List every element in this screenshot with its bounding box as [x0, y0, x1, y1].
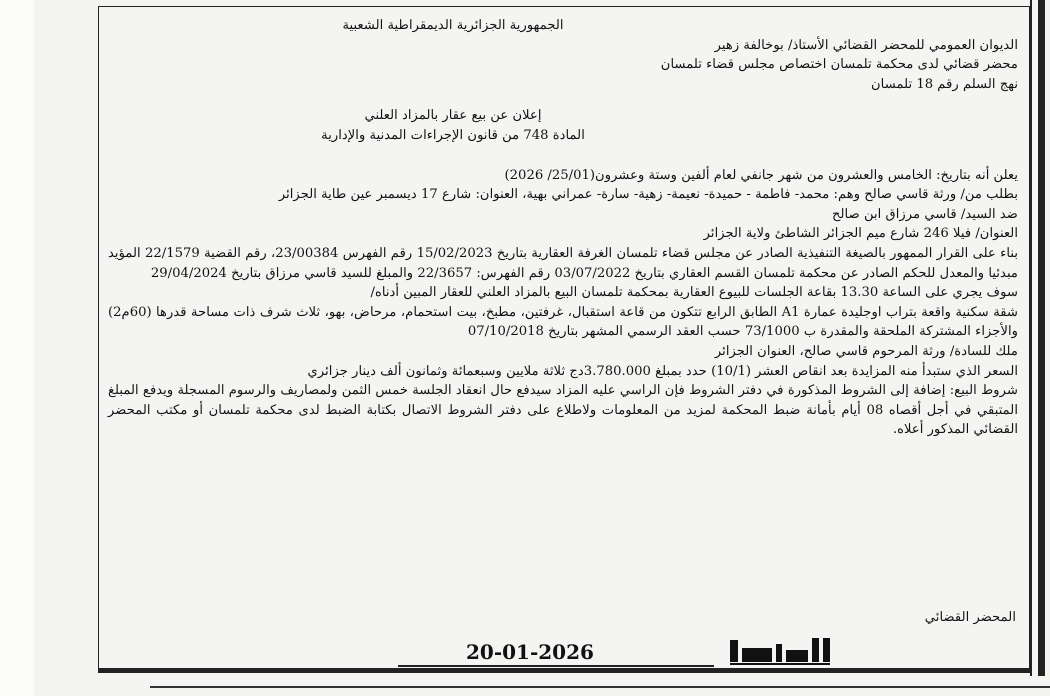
owner-line: ملك للسادة/ ورثة المرحوم قاسي صالح، العنوان الجزائر: [714, 343, 1018, 359]
republic-heading: الجمهورية الجزائرية الديمقراطية الشعبية: [342, 18, 564, 33]
announcement-title: إعلان عن بيع عقار بالمزاد العلني: [364, 108, 542, 124]
bailiff-signature: المحضر القضائي: [924, 610, 1016, 625]
date-underline: [398, 665, 714, 667]
logo-text: الأمة: [726, 634, 728, 635]
column-divider-thick: [1038, 0, 1045, 676]
footer: [98, 610, 1030, 668]
office-address: نهج السلم رقم 18 تلمسان: [871, 76, 1018, 92]
jurisdiction-line: محضر قضائي لدى محكمة تلمسان اختصاص مجلس قضاء تلمسان: [660, 57, 1018, 73]
defendant-address: العنوان/ فيلا 246 شارع ميم الجزائر الشاطئ ولاية الجزائر: [703, 226, 1018, 242]
column-divider: [1030, 0, 1032, 676]
announcement-body: [108, 16, 1018, 440]
page-bottom-rule: [150, 686, 1050, 688]
frame-bottom-rule: [98, 669, 1030, 673]
publication-date: 20-01-2026: [466, 640, 594, 664]
newspaper-logo: [726, 634, 856, 668]
auction-time: سوف يجري على الساعة 13.30 بقاعة الجلسات للبيوع العقارية بمحكمة تلمسان البيع بالمزاد العلني للعقار المبين أدناه/: [370, 285, 1018, 301]
against-party: ضد السيد/ قاسي مرزاق ابن صالح: [832, 206, 1018, 222]
announce-date: يعلن أنه بتاريخ: الخامس والعشرون من شهر جانفي لعام ألفين وستة وعشرون(25/01/ 2026): [504, 167, 1018, 183]
sale-conditions: شروط البيع: إضافة إلى الشروط المذكورة في دفتر الشروط فإن الراسي عليه المزاد سيدفع حال انعقاد الجلسة خمس الثمن ولمصاريف والرسوم المسجلة ويدفع المبلغ المتبقي في أجل أقصاه 08 أيام بأمانة ضبط المحكمة لمزيد من المعلومات ولاطلاع على دفتر الشروط الاتصال بكتابة الضبط لدى محكمة تلمسان أو مكتب المحضر القضائي المذكور أعلاه.: [108, 383, 1018, 438]
legal-basis: بناء على القرار الممهور بالصيغة التنفيذية الصادر عن مجلس قضاء تلمسان الغرفة العقارية بتاريخ 15/02/2023 رقم الفهرس 23/00384، رقم القضية 22/1579 المؤيد مبدئيا والمعدل للحكم الصادر عن محكمة تلمسان القسم العقاري بتاريخ 03/07/2022 رقم الفهرس: 22/3657 والمبلغ للسيد قاسي مرزاق بتاريخ 29/04/2024: [108, 245, 1018, 281]
page-margin: [0, 0, 34, 696]
office-line: الديوان العمومي للمحضر القضائي الأستاذ/ بوخالفة زهير: [714, 37, 1018, 53]
requesters: بطلب من/ ورثة قاسي صالح وهم: محمد- فاطمة - حميدة- نعيمة- زهية- سارة- عمراني بهية، العنوان: شارع 17 ديسمبر عين طاية الجزائر: [278, 187, 1018, 203]
starting-price: السعر الذي ستبدأ منه المزايدة بعد انقاص العشر (10/1) حدد بمبلغ 3.780.000دج ثلاثة ملايين وسبعمائة وثمانون ألف دينار جزائري: [307, 363, 1018, 379]
property-description: شقة سكنية واقعة بتراب اوجليدة عمارة A1 الطابق الرابع تتكون من قاعة استقبال، غرفتين، مطبخ، بيت استحمام، مرحاض، بهو، ثلاث شرف ذات مساحة قدرها (60م2) والأجزاء المشتركة الملحقة والمقدرة ب 73/1000 حسب العقد الرسمي المشهر بتاريخ 07/10/2018: [108, 304, 1018, 340]
law-article: المادة 748 من قانون الإجراءات المدنية والإدارية: [321, 127, 585, 143]
